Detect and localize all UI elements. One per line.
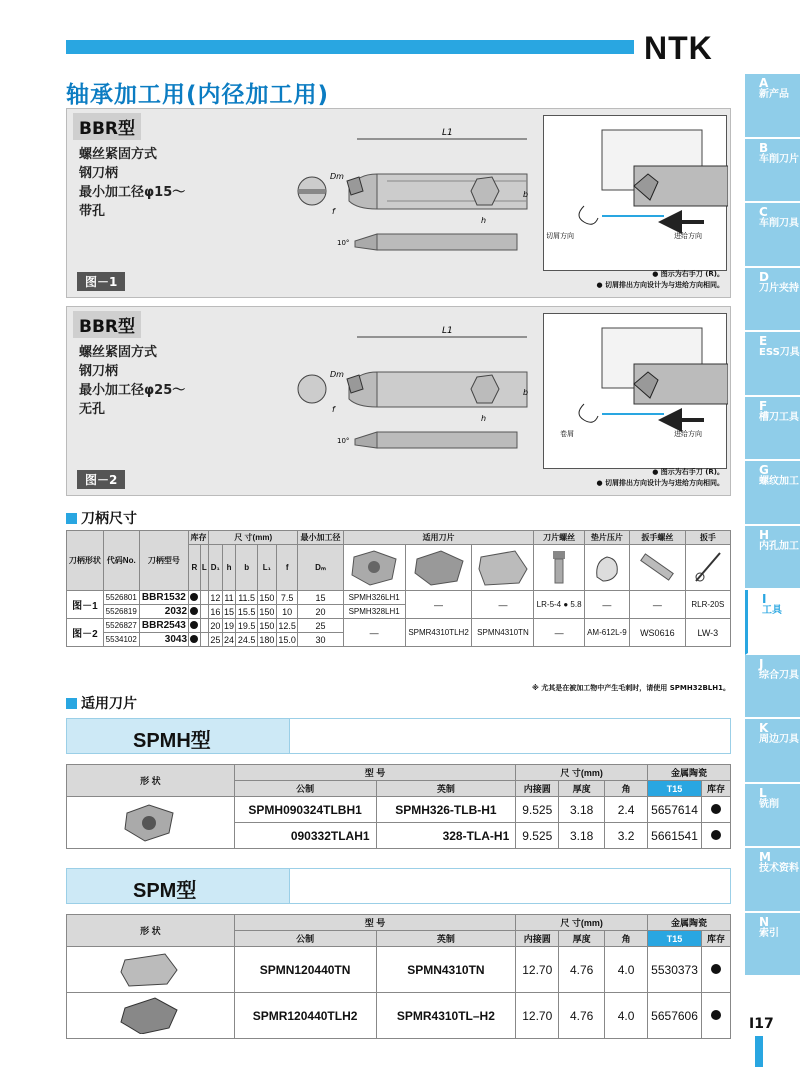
holder-drawing — [237, 119, 537, 259]
spmn-insert-icon — [115, 948, 185, 988]
table-row: 5526819 2032 16 15 15.5 150 10 20 SPMH328LH1 — [67, 605, 731, 619]
svg-text:h: h — [481, 414, 487, 423]
table-row: 5534102 3043 25 24 24.5 180 15.0 30 — [67, 633, 731, 647]
holder-drawing — [237, 317, 537, 457]
stock-dot — [711, 1010, 721, 1020]
figure-1 — [66, 108, 731, 298]
svg-text:L1: L1 — [442, 326, 453, 336]
side-tab-g[interactable]: G 螺纹加工 — [745, 461, 800, 526]
svg-text:10°: 10° — [337, 239, 350, 247]
brand-logo: NTK — [644, 30, 713, 66]
figure-2 — [66, 306, 731, 496]
table-row: 090332TLAH1 328-TLA-H1 9.525 3.18 3.2 5661541 — [67, 823, 731, 849]
page-number: I17 — [749, 1016, 774, 1032]
figure-type: BBR型 — [73, 311, 141, 338]
table-row: 图－2 5526827 BBR2543 20 19 19.5 150 12.5 25 — SPMR4310TLH2 SPMN4310TN — AM-612L-9 WS0616 LW-3 — [67, 619, 731, 633]
svg-text:L1: L1 — [442, 128, 453, 138]
svg-text:Dm: Dm — [330, 370, 344, 379]
header-bar — [66, 40, 634, 54]
spmh-band: SPMH型 — [66, 718, 731, 754]
side-tab-i[interactable]: I 工具 — [745, 590, 800, 655]
stock-dot — [711, 804, 721, 814]
svg-text:f: f — [332, 207, 335, 216]
figure-label: 图－2 — [77, 470, 125, 489]
svg-text:10°: 10° — [337, 437, 350, 445]
section-heading-shank: 刀柄尺寸 — [66, 508, 137, 528]
side-tab-c[interactable]: C 车削刀具 — [745, 203, 800, 268]
figure-notes: ● 图示为右手刀 (R)。 ● 切屑排出方向设计为与进给方向相同。 — [596, 468, 724, 487]
figure-description: 螺丝紧固方式 钢刀柄 最小加工径φ15～ 带孔 — [79, 147, 186, 219]
shank-table: 刀柄形状 代码No. 刀柄型号 库存 尺 寸(mm) 最小加工径 适用刀片 刀片螺丝 垫片压片 扳手螺丝 扳手 R L D₁ h b L₁ f Dₘ 图－1 5526801 BBR1532 12 11 11.5 150 7.5 15 SPMH326LH1 — — LR-5-4 ● 5.8 — — RLR-20S 5526819 2032 16 15 15.5 150 10 20 SPMH328LH1 图－2 5526827 BBR2543 20 19 19.5 150 12.5 25 — SPMR4310TLH2 SPMN4310TN — AM-612L-9 WS0616 LW-3 5534102 3043 25 24 24.5 180 15.0 30 — [66, 530, 731, 647]
svg-text:b: b — [523, 388, 529, 397]
section-heading-inserts: 适用刀片 — [66, 693, 137, 713]
svg-text:b: b — [523, 190, 529, 199]
side-tab-b[interactable]: B 车削刀片 — [745, 139, 800, 204]
shank-note: ※ 尤其是在被加工物中产生毛刺时，请使用 SPMH32BLH1。 — [532, 684, 730, 692]
svg-text:进给方向: 进给方向 — [674, 232, 702, 240]
spmr-insert-icon — [411, 547, 467, 587]
side-tab-f[interactable]: F 槽刀工具 — [745, 397, 800, 462]
svg-text:切屑方向: 切屑方向 — [546, 232, 574, 240]
side-tab-m[interactable]: M 技术资料 — [745, 848, 800, 913]
clamp-icon — [587, 547, 627, 587]
spmh-insert-icon — [346, 547, 402, 587]
table-row: SPMN120440TN SPMN4310TN 12.70 4.76 4.0 5530373 — [67, 947, 731, 993]
side-tab-l[interactable]: L 铣削 — [745, 784, 800, 849]
stock-dot — [711, 830, 721, 840]
stock-dot — [190, 607, 198, 615]
spmh-table: 形 状 型 号 尺 寸(mm) 金属陶瓷 公制 英制 内接圆 厚度 角 T15 库存 SPMH090324TLBH1 SPMH326-TLB-H1 9.525 3.18 2.4 5657614 090332TLAH1 328-TLA-H1 9.525 3.18 3.2 5661541 — [66, 764, 731, 849]
spmr-insert-icon — [115, 994, 185, 1034]
svg-text:f: f — [332, 405, 335, 414]
side-tab-h[interactable]: H 内孔加工 — [745, 526, 800, 591]
page-number-bar — [755, 1036, 763, 1067]
figure-description: 螺丝紧固方式 钢刀柄 最小加工径φ25～ 无孔 — [79, 345, 186, 417]
svg-text:h: h — [481, 216, 487, 225]
svg-text:进给方向: 进给方向 — [674, 430, 702, 438]
side-tabs — [745, 74, 800, 977]
side-tab-a[interactable]: A 新产品 — [745, 74, 800, 139]
table-row: 图－1 5526801 BBR1532 12 11 11.5 150 7.5 15 SPMH326LH1 — — LR-5-4 ● 5.8 — — RLR-20S — [67, 591, 731, 605]
side-tab-e[interactable]: E ESS刀具 — [745, 332, 800, 397]
key-icon — [688, 547, 728, 587]
side-tab-n[interactable]: N 索引 — [745, 913, 800, 978]
screw-icon — [539, 547, 579, 587]
svg-text:卷屑: 卷屑 — [560, 430, 574, 438]
table-row: SPMH090324TLBH1 SPMH326-TLB-H1 9.525 3.18 2.4 5657614 — [67, 797, 731, 823]
wrench-screw-icon — [632, 547, 682, 587]
spm-band: SPM型 — [66, 868, 731, 904]
spmn-insert-icon — [475, 547, 531, 587]
side-tab-j[interactable]: J 综合刀具 — [745, 655, 800, 720]
figure-notes: ● 图示为右手刀 (R)。 ● 切屑排出方向设计为与进给方向相同。 — [596, 270, 724, 289]
stock-dot — [190, 621, 198, 629]
svg-text:Dm: Dm — [330, 172, 344, 181]
stock-dot — [711, 964, 721, 974]
chip-flow-inset — [543, 115, 727, 271]
spm-table: 形 状 型 号 尺 寸(mm) 金属陶瓷 公制 英制 内接圆 厚度 角 T15 库存 SPMN120440TN SPMN4310TN 12.70 4.76 4.0 5530373 SPMR120440TLH2 SPMR4310TL–H2 12.70 4.76 4.0 5657606 — [66, 914, 731, 1039]
table-row: SPMR120440TLH2 SPMR4310TL–H2 12.70 4.76 4.0 5657606 — [67, 993, 731, 1039]
figure-label: 图－1 — [77, 272, 125, 291]
stock-dot — [190, 593, 198, 601]
side-tab-d[interactable]: D 刀片夹持 — [745, 268, 800, 333]
spmh-insert-icon — [115, 799, 185, 843]
chip-flow-inset — [543, 313, 727, 469]
stock-dot — [190, 635, 198, 643]
side-tab-k[interactable]: K 周边刀具 — [745, 719, 800, 784]
page-title: 轴承加工用(内径加工用) — [66, 82, 330, 108]
figure-type: BBR型 — [73, 113, 141, 140]
